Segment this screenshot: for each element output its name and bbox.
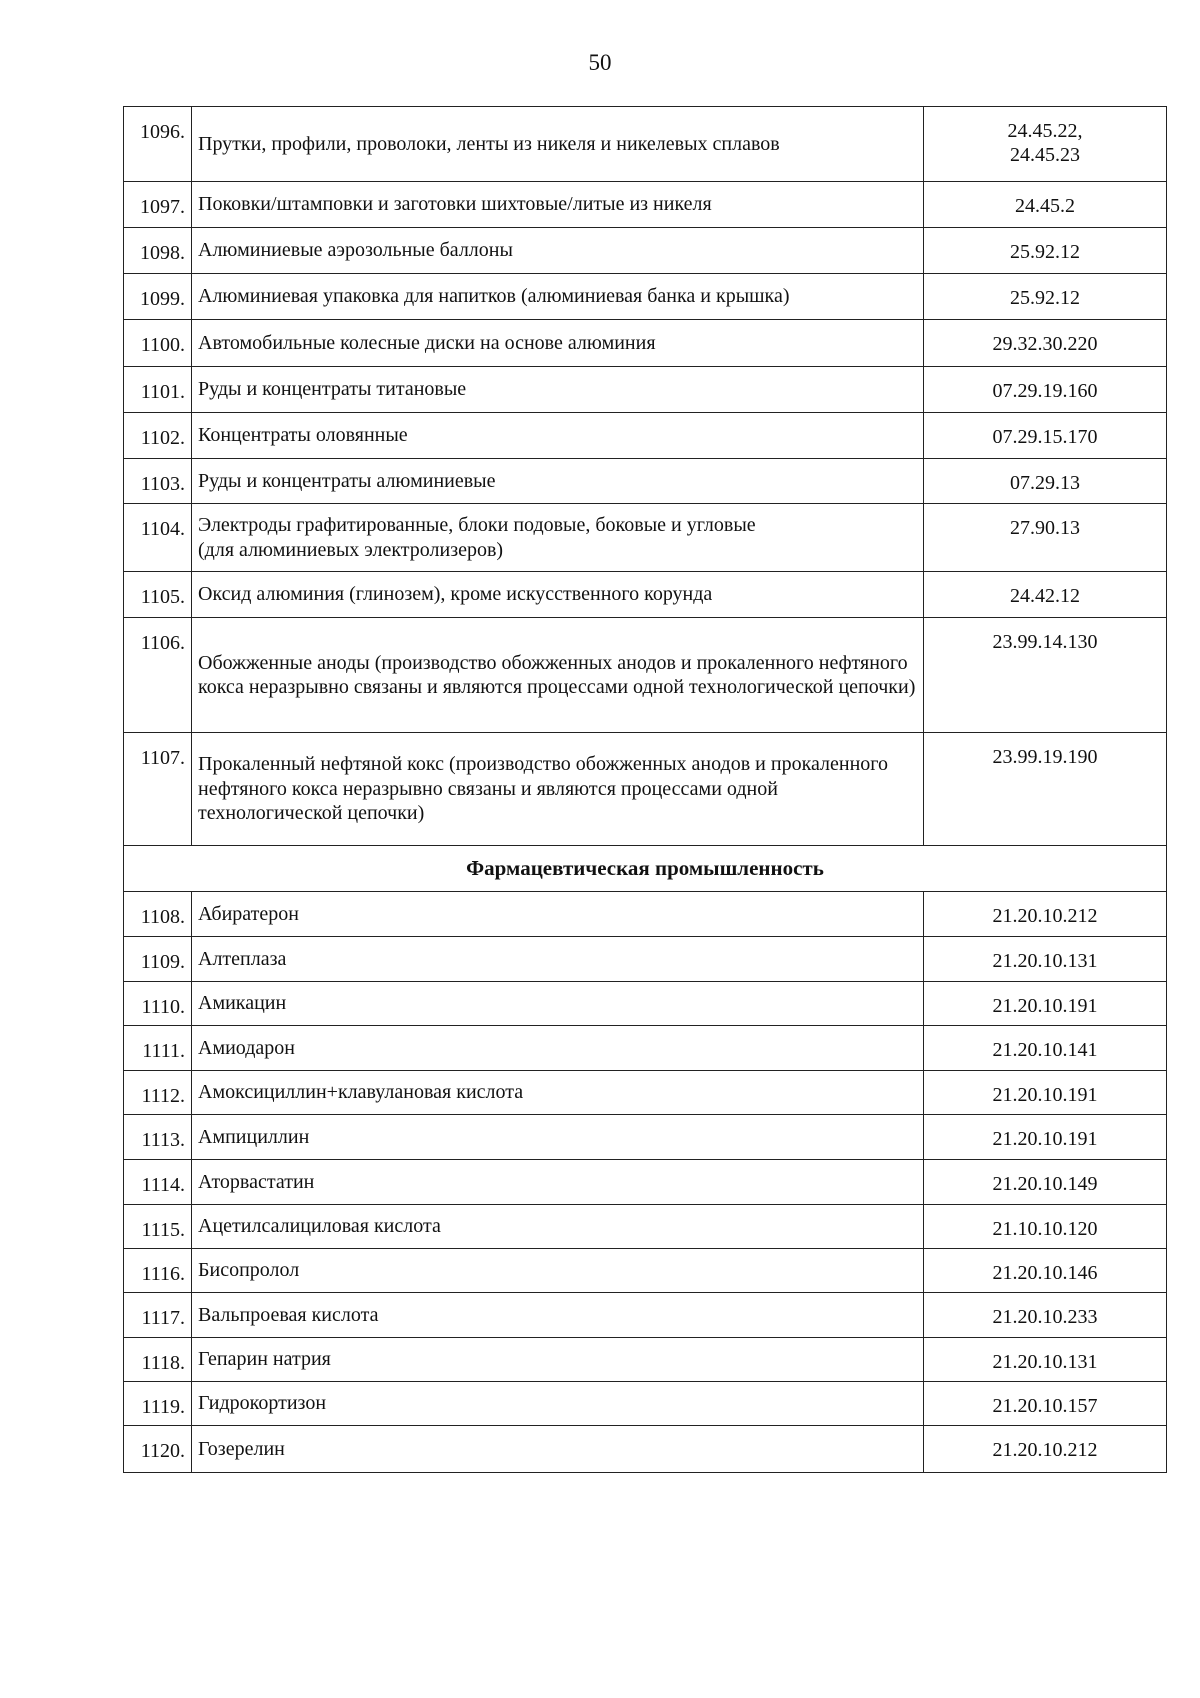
product-name: Алтеплаза <box>192 937 924 982</box>
product-name: Оксид алюминия (глинозем), кроме искусственного корунда <box>192 572 924 618</box>
table-row <box>124 320 1167 367</box>
okpd-code: 24.45.22, 24.45.23 <box>924 107 1167 182</box>
okpd-code: 21.20.10.233 <box>924 1293 1167 1338</box>
table-row <box>124 182 1167 228</box>
okpd-code: 29.32.30.220 <box>924 320 1167 367</box>
product-name: Руды и концентраты алюминиевые <box>192 459 924 504</box>
product-name: Прутки, профили, проволоки, ленты из никеля и никелевых сплавов <box>192 107 924 182</box>
table-row <box>124 413 1167 459</box>
table-row <box>124 504 1167 572</box>
product-name: Алюминиевая упаковка для напитков (алюминиевая банка и крышка) <box>192 274 924 320</box>
product-name: Гидрокортизон <box>192 1382 924 1426</box>
product-name: Бисопролол <box>192 1249 924 1293</box>
row-number: 1109. <box>124 937 192 982</box>
product-name: Руды и концентраты титановые <box>192 367 924 413</box>
row-number: 1110. <box>124 982 192 1026</box>
page-number: 50 <box>588 50 612 75</box>
row-number: 1113. <box>124 1115 192 1160</box>
row-number: 1098. <box>124 228 192 274</box>
row-number: 1096. <box>124 107 192 182</box>
product-name: Амиодарон <box>192 1026 924 1071</box>
product-name: Вальпроевая кислота <box>192 1293 924 1338</box>
product-table <box>123 106 1167 1473</box>
product-name: Ампициллин <box>192 1115 924 1160</box>
okpd-code: 07.29.13 <box>924 459 1167 504</box>
table-row <box>124 937 1167 982</box>
table-row <box>124 1160 1167 1205</box>
row-number: 1103. <box>124 459 192 504</box>
table-row <box>124 1205 1167 1249</box>
product-name: Алюминиевые аэрозольные баллоны <box>192 228 924 274</box>
table-row <box>124 367 1167 413</box>
okpd-code: 21.20.10.146 <box>924 1249 1167 1293</box>
row-number: 1115. <box>124 1205 192 1249</box>
okpd-code: 21.10.10.120 <box>924 1205 1167 1249</box>
product-name: Абиратерон <box>192 892 924 937</box>
row-number: 1101. <box>124 367 192 413</box>
okpd-code: 21.20.10.191 <box>924 1071 1167 1115</box>
table-row <box>124 1115 1167 1160</box>
table-row <box>124 892 1167 937</box>
table-row <box>124 982 1167 1026</box>
product-name: Гепарин натрия <box>192 1338 924 1382</box>
product-name: Обожженные аноды (производство обожженных анодов и прокаленного нефтяного кокса неразрывно связаны и являются процессами одной технологической цепочки) <box>192 618 924 733</box>
table-row <box>124 1293 1167 1338</box>
okpd-code: 23.99.14.130 <box>924 618 1167 733</box>
product-name: Ацетилсалициловая кислота <box>192 1205 924 1249</box>
row-number: 1112. <box>124 1071 192 1115</box>
table-row <box>124 618 1167 733</box>
row-number: 1097. <box>124 182 192 228</box>
product-name: Поковки/штамповки и заготовки шихтовые/литые из никеля <box>192 182 924 228</box>
okpd-code: 25.92.12 <box>924 228 1167 274</box>
table-row <box>124 572 1167 618</box>
row-number: 1116. <box>124 1249 192 1293</box>
table-row <box>124 274 1167 320</box>
table-row <box>124 1249 1167 1293</box>
row-number: 1106. <box>124 618 192 733</box>
okpd-code: 21.20.10.131 <box>924 937 1167 982</box>
table-row <box>124 1071 1167 1115</box>
row-number: 1111. <box>124 1026 192 1071</box>
row-number: 1118. <box>124 1338 192 1382</box>
okpd-code: 24.42.12 <box>924 572 1167 618</box>
okpd-code: 21.20.10.141 <box>924 1026 1167 1071</box>
table-row <box>124 107 1167 182</box>
row-number: 1102. <box>124 413 192 459</box>
okpd-code: 21.20.10.191 <box>924 1115 1167 1160</box>
row-number: 1107. <box>124 733 192 846</box>
row-number: 1108. <box>124 892 192 937</box>
product-name: Амоксициллин+клавулановая кислота <box>192 1071 924 1115</box>
row-number: 1120. <box>124 1426 192 1473</box>
section-title: Фармацевтическая промышленность <box>124 846 1167 892</box>
row-number: 1105. <box>124 572 192 618</box>
okpd-code: 25.92.12 <box>924 274 1167 320</box>
table-row <box>124 1382 1167 1426</box>
product-name: Концентраты оловянные <box>192 413 924 459</box>
okpd-code: 21.20.10.191 <box>924 982 1167 1026</box>
okpd-code: 21.20.10.212 <box>924 892 1167 937</box>
row-number: 1117. <box>124 1293 192 1338</box>
section-header-row <box>124 846 1167 892</box>
product-name: Прокаленный нефтяной кокс (производство обожженных анодов и прокаленного нефтяного кокса неразрывно связаны и являются процессами одной технологической цепочки) <box>192 733 924 846</box>
okpd-code: 21.20.10.157 <box>924 1382 1167 1426</box>
product-name: Амикацин <box>192 982 924 1026</box>
table-row <box>124 459 1167 504</box>
table-row <box>124 733 1167 846</box>
row-number: 1100. <box>124 320 192 367</box>
okpd-code: 21.20.10.131 <box>924 1338 1167 1382</box>
product-name: Автомобильные колесные диски на основе алюминия <box>192 320 924 367</box>
table-row <box>124 1026 1167 1071</box>
product-name: Аторвастатин <box>192 1160 924 1205</box>
table-row <box>124 1338 1167 1382</box>
row-number: 1104. <box>124 504 192 572</box>
okpd-code: 07.29.19.160 <box>924 367 1167 413</box>
product-name: Гозерелин <box>192 1426 924 1473</box>
okpd-code: 21.20.10.149 <box>924 1160 1167 1205</box>
row-number: 1119. <box>124 1382 192 1426</box>
table-row <box>124 228 1167 274</box>
okpd-code: 23.99.19.190 <box>924 733 1167 846</box>
okpd-code: 27.90.13 <box>924 504 1167 572</box>
table-row <box>124 1426 1167 1473</box>
okpd-code: 21.20.10.212 <box>924 1426 1167 1473</box>
row-number: 1099. <box>124 274 192 320</box>
okpd-code: 24.45.2 <box>924 182 1167 228</box>
okpd-code: 07.29.15.170 <box>924 413 1167 459</box>
product-name: Электроды графитированные, блоки подовые, боковые и угловые (для алюминиевых электролизеров) <box>192 504 924 572</box>
row-number: 1114. <box>124 1160 192 1205</box>
